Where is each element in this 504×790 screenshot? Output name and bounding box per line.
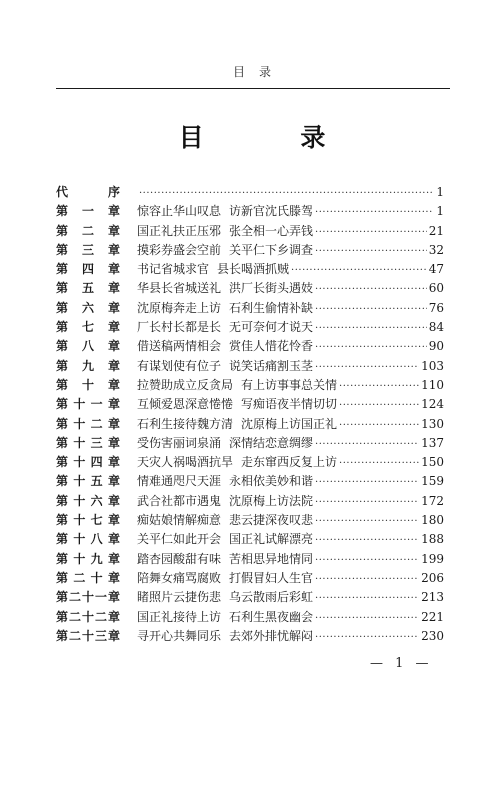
chapter-subtitle: 悲云捷深夜叹悲 — [229, 513, 314, 528]
toc-entry — [56, 530, 444, 549]
chapter-subtitle: 无可奈何才说天 — [229, 320, 314, 335]
page-ref: 21 — [428, 223, 444, 238]
dot-leader — [313, 512, 419, 531]
chapter-label — [56, 550, 120, 569]
chapter-label-char: 章 — [107, 435, 120, 450]
dot-leader — [313, 319, 427, 338]
chapter-label-char: 第 — [56, 474, 69, 489]
chapter-subtitle: 石利生黑夜幽会 — [229, 609, 314, 624]
running-header: 目录 — [232, 65, 285, 79]
chapter-label — [56, 202, 120, 221]
chapter-label-char: 八 — [90, 532, 103, 547]
dot-leader — [313, 203, 432, 222]
chapter-label-char: 十 — [73, 532, 86, 547]
chapter-title: 互倾爱恩深意惓惓 — [137, 397, 234, 412]
toc-entry — [56, 453, 444, 472]
chapter-label-char: 十 — [73, 435, 86, 450]
chapter-subtitle: 走东窜西反复上访 — [241, 455, 338, 470]
page-ref: 47 — [428, 262, 444, 277]
toc-entry — [56, 376, 444, 395]
chapter-label-char: 第 — [56, 551, 69, 566]
page-ref: 76 — [428, 300, 444, 315]
toc-entry — [56, 550, 444, 569]
page-ref: 110 — [421, 377, 444, 392]
chapter-label-char: 第 — [56, 300, 69, 315]
toc-entry — [56, 337, 444, 356]
chapter-label-char: 第 — [56, 513, 69, 528]
chapter-label — [56, 492, 120, 511]
chapter-title: 天灾人祸喝酒抗旱 — [137, 455, 234, 470]
toc-entry — [56, 569, 444, 588]
chapter-label — [56, 569, 120, 588]
dot-leader — [313, 493, 419, 512]
toc-entry — [56, 183, 444, 202]
chapter-label-char: 章 — [107, 570, 120, 585]
chapter-label — [56, 279, 120, 298]
table-of-contents — [56, 183, 444, 646]
page-title: 目 录 — [178, 123, 370, 152]
chapter-label-char: 章 — [107, 242, 120, 257]
chapter-label-char: 四 — [90, 455, 103, 470]
chapter-title: 借送稿两情相会 — [137, 339, 222, 354]
chapter-label-char: 章 — [107, 262, 120, 277]
page-ref: 172 — [421, 493, 444, 508]
chapter-label-char: 章 — [107, 397, 120, 412]
toc-entry — [56, 241, 444, 260]
chapter-subtitle: 关平仁下乡调查 — [229, 242, 314, 257]
chapter-label-char: 第 — [56, 628, 69, 643]
chapter-subtitle: 深情结恋意绸缪 — [229, 435, 314, 450]
chapter-label-char: 十 — [90, 570, 103, 585]
chapter-label-char: 七 — [90, 513, 103, 528]
chapter-title: 惊容止华山叹息 — [137, 204, 222, 219]
chapter-subtitle: 国正礼试解漂亮 — [229, 532, 314, 547]
chapter-title: 华县长省城送礼 — [137, 281, 222, 296]
toc-entry — [56, 492, 444, 511]
dot-leader — [337, 377, 419, 396]
chapter-label-char: 三 — [81, 242, 94, 257]
chapter-label-char: 第 — [56, 242, 69, 257]
dot-leader — [313, 223, 427, 242]
chapter-label-char: 十 — [73, 397, 86, 412]
chapter-label-char: 二 — [68, 628, 81, 643]
chapter-subtitle: 苦相思异地情同 — [229, 551, 314, 566]
chapter-subtitle: 沈原梅上访法院 — [229, 493, 314, 508]
chapter-label-char: 第 — [56, 223, 69, 238]
chapter-subtitle: 县长喝酒抓贼 — [217, 262, 290, 277]
chapter-label-char: 二 — [68, 590, 81, 605]
toc-entry — [56, 222, 444, 241]
chapter-label-char: 第 — [56, 532, 69, 547]
page-ref: 199 — [421, 551, 444, 566]
chapter-label — [56, 434, 120, 453]
chapter-subtitle: 写痴语夜半情切切 — [241, 397, 338, 412]
chapter-subtitle: 洪厂长街头遇妓 — [229, 281, 314, 296]
chapter-title: 国正礼扶正压邪 — [137, 223, 222, 238]
chapter-label-char: 章 — [107, 551, 120, 566]
dot-leader — [313, 338, 427, 357]
chapter-label-char: 第 — [56, 358, 69, 373]
chapter-label-char: 十 — [73, 455, 86, 470]
chapter-label-char: 二 — [90, 416, 103, 431]
page-ref: 213 — [421, 590, 444, 605]
chapter-subtitle: 访新官沈氏滕驾 — [229, 204, 314, 219]
chapter-label-char: 十 — [73, 513, 86, 528]
toc-entry — [56, 608, 444, 627]
chapter-label-char: 十 — [81, 628, 94, 643]
chapter-title: 受伤害丽词泉涌 — [137, 435, 222, 450]
chapter-label — [56, 337, 120, 356]
chapter-label — [56, 511, 120, 530]
chapter-label-char: 第 — [56, 377, 69, 392]
chapter-label-char: 第 — [56, 435, 69, 450]
chapter-label-char: 第 — [56, 281, 69, 296]
chapter-label-char: 章 — [107, 358, 120, 373]
page-number: — 1 — — [370, 656, 433, 671]
chapter-label-char: 十 — [81, 590, 94, 605]
toc-entry — [56, 627, 444, 646]
dot-leader — [313, 628, 419, 647]
dot-leader — [337, 454, 419, 473]
chapter-subtitle: 沈原梅上访国正礼 — [241, 416, 338, 431]
chapter-label — [56, 588, 120, 607]
chapter-label-char: 九 — [90, 551, 103, 566]
chapter-title: 有谋划使有位子 — [137, 358, 222, 373]
chapter-label-char: 二 — [94, 609, 107, 624]
dot-leader — [313, 589, 419, 608]
chapter-label — [56, 530, 120, 549]
chapter-label-char: 章 — [107, 474, 120, 489]
chapter-label — [56, 376, 120, 395]
dot-leader — [313, 570, 419, 589]
dot-leader — [137, 184, 432, 203]
page-ref: 159 — [421, 474, 444, 489]
page-ref: 188 — [421, 532, 444, 547]
chapter-label — [56, 299, 120, 318]
chapter-label — [56, 318, 120, 337]
chapter-label-char: 第 — [56, 204, 69, 219]
chapter-label-char: 二 — [81, 223, 94, 238]
chapter-title: 拉赞助成立反贪局 — [137, 377, 234, 392]
chapter-title: 摸彩券盛会空前 — [137, 242, 222, 257]
chapter-label — [56, 627, 120, 646]
page-ref: 137 — [421, 435, 444, 450]
chapter-label-char: 三 — [94, 628, 107, 643]
chapter-title: 书记省城求官 — [137, 262, 210, 277]
toc-entry — [56, 511, 444, 530]
page-ref: 90 — [428, 339, 444, 354]
page-ref: 180 — [421, 513, 444, 528]
dot-leader — [313, 358, 419, 377]
chapter-title: 睹照片云捷伤悲 — [137, 590, 222, 605]
chapter-label — [56, 453, 120, 472]
toc-entry — [56, 357, 444, 376]
chapter-label-char: 十 — [81, 609, 94, 624]
chapter-label-char: 章 — [107, 339, 120, 354]
toc-entry — [56, 202, 444, 221]
chapter-label-char: 八 — [81, 339, 94, 354]
dot-leader — [313, 435, 419, 454]
chapter-label-char: 第 — [56, 590, 69, 605]
dot-leader — [313, 280, 427, 299]
chapter-subtitle: 打假冒妇人生官 — [229, 570, 314, 585]
toc-entry — [56, 260, 444, 279]
chapter-title: 寻开心共舞同乐 — [137, 628, 222, 643]
chapter-label-char: 十 — [73, 474, 86, 489]
chapter-label-char: 四 — [81, 262, 94, 277]
chapter-label-char: 第 — [56, 416, 69, 431]
page-ref: 230 — [421, 628, 444, 643]
toc-entry — [56, 318, 444, 337]
chapter-label-char: 五 — [90, 474, 103, 489]
chapter-label — [56, 608, 120, 627]
toc-entry — [56, 415, 444, 434]
page-ref: 206 — [421, 570, 444, 585]
chapter-label — [56, 260, 120, 279]
chapter-subtitle: 去郊外排忧解闷 — [229, 628, 314, 643]
chapter-label-char: 章 — [107, 416, 120, 431]
chapter-label-char: 十 — [73, 416, 86, 431]
chapter-title: 关平仁如此开会 — [137, 532, 222, 547]
chapter-label — [56, 222, 120, 241]
chapter-subtitle: 张全相一心弄钱 — [229, 223, 314, 238]
chapter-label — [56, 183, 120, 202]
page-ref: 103 — [421, 358, 444, 373]
chapter-title: 陪舞女痛骂腐败 — [137, 570, 222, 585]
chapter-subtitle: 乌云散雨后彩虹 — [229, 590, 314, 605]
dot-leader — [313, 473, 419, 492]
chapter-label-char: 一 — [94, 590, 107, 605]
toc-entry — [56, 395, 444, 414]
chapter-label-char: 章 — [107, 320, 120, 335]
chapter-label-char: 一 — [81, 204, 94, 219]
dot-leader — [313, 551, 419, 570]
chapter-label-char: 章 — [107, 281, 120, 296]
chapter-label-char: 章 — [107, 513, 120, 528]
page-ref: 1 — [436, 204, 444, 219]
chapter-title: 情难通咫尺天涯 — [137, 474, 222, 489]
chapter-label-char: 六 — [90, 493, 103, 508]
dot-leader — [289, 261, 427, 280]
chapter-label-char: 一 — [90, 397, 103, 412]
page-ref: 130 — [421, 416, 444, 431]
toc-entry — [56, 434, 444, 453]
chapter-label-char: 第 — [56, 609, 69, 624]
chapter-title: 国正礼接待上访 — [137, 609, 222, 624]
chapter-label-char: 章 — [107, 609, 120, 624]
chapter-label-char: 十 — [73, 551, 86, 566]
chapter-label-char: 章 — [107, 377, 120, 392]
chapter-subtitle: 说笑话痛割玉茎 — [229, 358, 314, 373]
chapter-label — [56, 472, 120, 491]
chapter-title: 踏杏园酸甜有味 — [137, 551, 222, 566]
toc-entry — [56, 588, 444, 607]
chapter-label-char: 章 — [107, 532, 120, 547]
page-ref: 150 — [421, 455, 444, 470]
toc-entry — [56, 279, 444, 298]
chapter-label-char: 六 — [81, 300, 94, 315]
chapter-label-char: 三 — [90, 435, 103, 450]
chapter-label — [56, 241, 120, 260]
page-ref: 32 — [428, 242, 444, 257]
chapter-label-char: 章 — [107, 300, 120, 315]
chapter-label-char: 章 — [107, 590, 120, 605]
chapter-label-char: 七 — [81, 320, 94, 335]
chapter-label-char: 十 — [81, 377, 94, 392]
chapter-label — [56, 395, 120, 414]
chapter-label-char: 二 — [68, 609, 81, 624]
chapter-subtitle: 永相依美妙和谐 — [229, 474, 314, 489]
chapter-label-char: 二 — [73, 570, 86, 585]
chapter-title: 石利生接待魏方清 — [137, 416, 234, 431]
toc-entry — [56, 299, 444, 318]
chapter-title: 沈原梅奔走上访 — [137, 300, 222, 315]
chapter-label-char: 章 — [107, 628, 120, 643]
dot-leader — [313, 609, 419, 628]
chapter-label-char: 五 — [81, 281, 94, 296]
chapter-subtitle: 有上访事事总关情 — [241, 377, 338, 392]
chapter-label-char: 章 — [107, 223, 120, 238]
chapter-label-char: 九 — [81, 358, 94, 373]
page-ref: 221 — [421, 609, 444, 624]
chapter-label-char: 第 — [56, 320, 69, 335]
chapter-label-char: 章 — [107, 204, 120, 219]
chapter-label-char: 十 — [73, 493, 86, 508]
dot-leader — [313, 300, 427, 319]
chapter-label-char: 第 — [56, 493, 69, 508]
chapter-label-char: 代 — [56, 185, 69, 199]
header-rule — [56, 88, 450, 89]
chapter-label-char: 章 — [107, 455, 120, 470]
chapter-label-char: 第 — [56, 262, 69, 277]
chapter-label-char: 第 — [56, 339, 69, 354]
chapter-subtitle: 赏佳人惜花怜香 — [229, 339, 314, 354]
chapter-label-char: 第 — [56, 397, 69, 412]
chapter-title: 痴姑娘情解痴意 — [137, 513, 222, 528]
dot-leader — [313, 531, 419, 550]
dot-leader — [337, 396, 419, 415]
chapter-title: 武合社都市遇鬼 — [137, 493, 222, 508]
page-ref: 60 — [428, 281, 444, 296]
chapter-label — [56, 357, 120, 376]
chapter-label-char: 序 — [107, 185, 120, 199]
page-ref: 1 — [436, 185, 444, 199]
toc-entry — [56, 472, 444, 491]
chapter-label-char: 第 — [56, 570, 69, 585]
chapter-subtitle: 石利生偷情补缺 — [229, 300, 314, 315]
chapter-label — [56, 415, 120, 434]
chapter-label-char: 章 — [107, 493, 120, 508]
chapter-label-char: 第 — [56, 455, 69, 470]
page-ref: 84 — [428, 320, 444, 335]
chapter-title: 厂长村长都是长 — [137, 320, 222, 335]
dot-leader — [313, 242, 427, 261]
dot-leader — [337, 416, 419, 435]
page-ref: 124 — [421, 397, 444, 412]
